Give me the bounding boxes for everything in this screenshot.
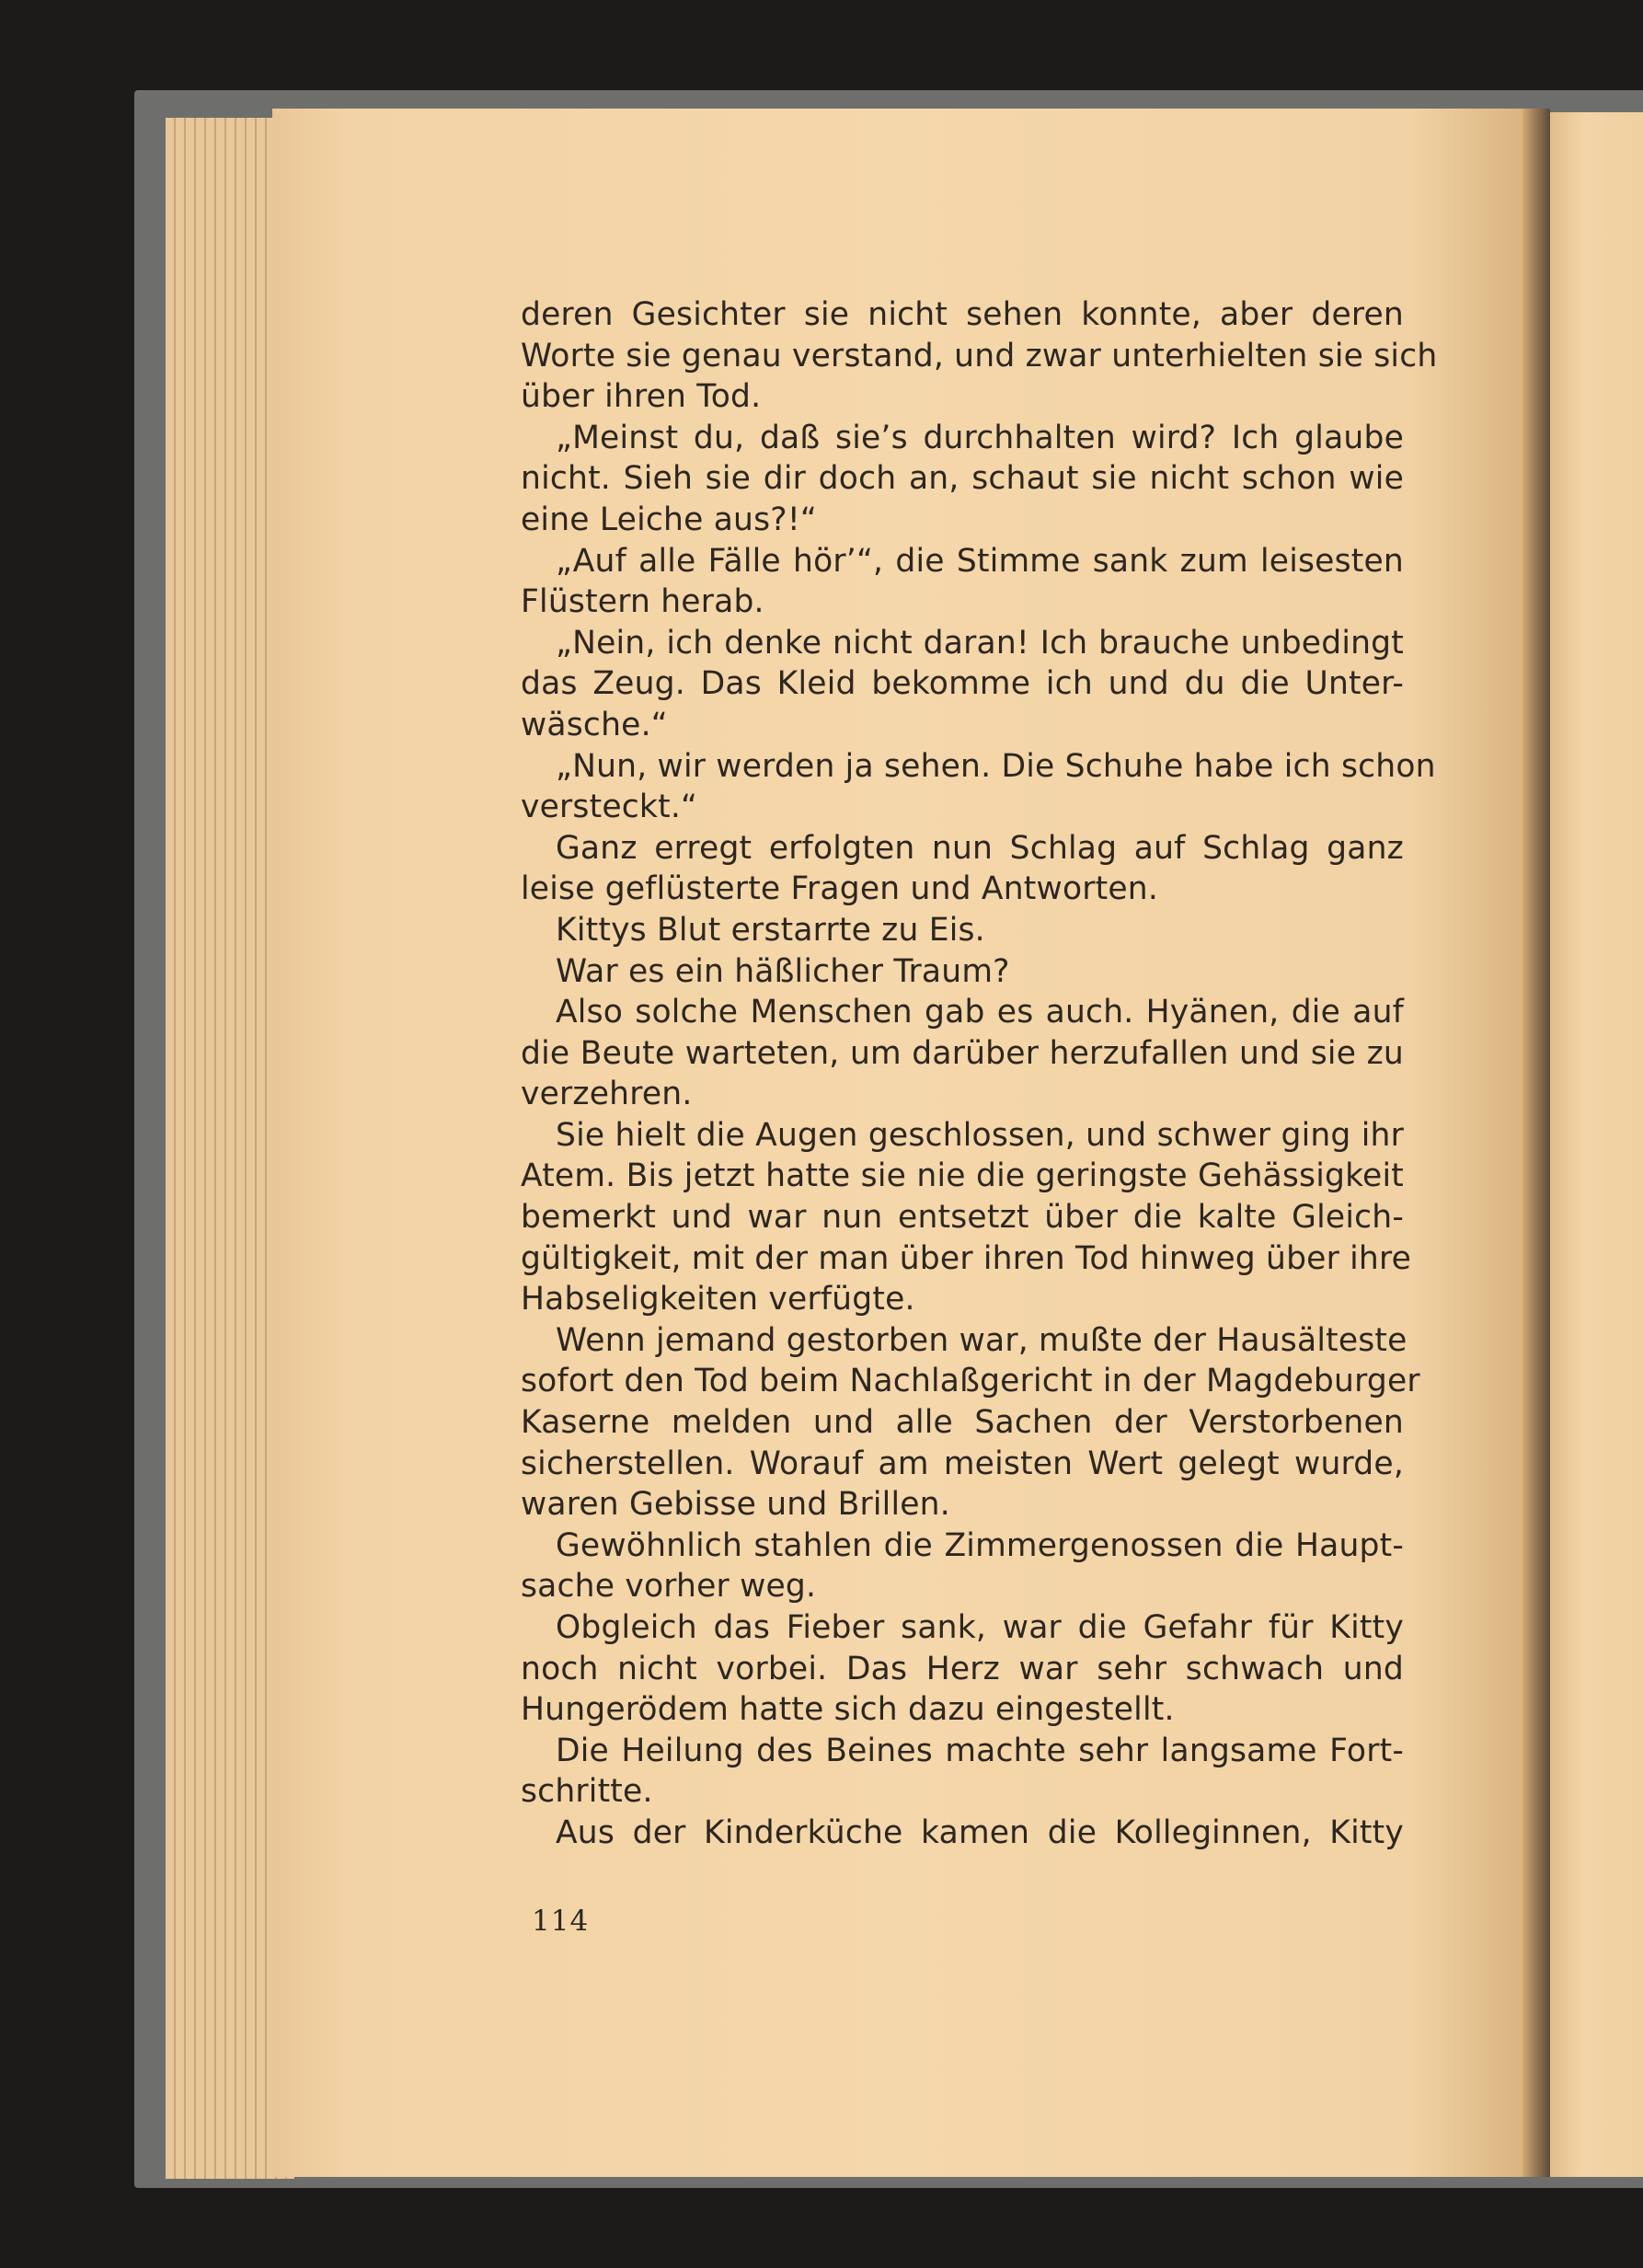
text-line: Sie hielt die Augen geschlossen, und schwer ging ihr <box>556 1116 1404 1154</box>
text-line: Worte sie genau verstand, und zwar unterhielten sie sich <box>521 337 1438 374</box>
text-line: „Nein, ich denke nicht daran! Ich brauche unbedingt <box>556 624 1404 662</box>
text-line: über ihren Tod. <box>521 378 762 416</box>
book-gutter <box>1522 109 1550 2177</box>
text-line: Gewöhnlich stahlen die Zimmergenossen die Haupt- <box>556 1526 1404 1564</box>
text-line: „Nun, wir werden ja sehen. Die Schuhe habe ich schon <box>556 747 1436 785</box>
text-line: Ganz erregt erfolgten nun Schlag auf Schlag ganz <box>556 829 1404 867</box>
text-line: sicherstellen. Worauf am meisten Wert gelegt wurde, <box>521 1445 1404 1482</box>
text-line: deren Gesichter sie nicht sehen konnte, aber deren <box>521 296 1404 333</box>
text-line: Atem. Bis jetzt hatte sie nie die geringste Gehässigkeit <box>521 1157 1404 1195</box>
text-line: nicht. Sieh sie dir doch an, schaut sie nicht schon wie <box>521 460 1404 498</box>
text-line: Wenn jemand gestorben war, mußte der Hausälteste <box>556 1321 1407 1359</box>
text-line: schritte. <box>521 1773 653 1811</box>
text-line: bemerkt und war nun entsetzt über die kalte Gleich- <box>521 1199 1404 1237</box>
text-line: Hungerödem hatte sich dazu eingestellt. <box>521 1691 1175 1729</box>
text-line: das Zeug. Das Kleid bekomme ich und du die Unter- <box>521 665 1404 703</box>
text-line: Obgleich das Fieber sank, war die Gefahr für Kitty <box>556 1609 1404 1646</box>
text-line: Also solche Menschen gab es auch. Hyänen, die auf <box>556 994 1404 1031</box>
page-text <box>521 294 1438 1854</box>
text-line: Die Heilung des Beines machte sehr langsame Fort- <box>556 1732 1404 1769</box>
text-line: versteckt.“ <box>521 789 698 826</box>
text-line: sache vorher weg. <box>521 1568 817 1606</box>
text-line: noch nicht vorbei. Das Herz war sehr schwach und <box>521 1650 1404 1687</box>
text-line: „Auf alle Fälle hör’“, die Stimme sank zum leisesten <box>556 542 1404 580</box>
text-line: Flüstern herab. <box>521 583 764 621</box>
text-line: Aus der Kinderküche kamen die Kolleginnen, Kitty <box>556 1813 1404 1851</box>
text-line: gültigkeit, mit der man über ihren Tod hinweg über ihre <box>521 1239 1412 1277</box>
text-line: War es ein häßlicher Traum? <box>556 952 1010 990</box>
text-line: eine Leiche aus?!“ <box>521 501 817 538</box>
text-line: Kittys Blut erstarrte zu Eis. <box>556 911 985 949</box>
text-line: „Meinst du, daß sie’s durchhalten wird? Ich glaube <box>556 419 1404 456</box>
text-line: leise geflüsterte Fragen und Antworten. <box>521 870 1159 908</box>
text-line: wäsche.“ <box>521 706 668 743</box>
text-line: verzehren. <box>521 1076 693 1113</box>
text-line: Kaserne melden und alle Sachen der Verstorbenen <box>521 1404 1404 1442</box>
text-line: die Beute warteten, um darüber herzufallen und sie zu <box>521 1034 1404 1072</box>
text-line: waren Gebisse und Brillen. <box>521 1486 950 1524</box>
text-line: Habseligkeiten verfügte. <box>521 1281 915 1318</box>
text-line: sofort den Tod beim Nachlaßgericht in der Magdeburger <box>521 1363 1420 1400</box>
facing-page-edge <box>1550 112 1643 2177</box>
page-number: 114 <box>532 1905 590 1938</box>
